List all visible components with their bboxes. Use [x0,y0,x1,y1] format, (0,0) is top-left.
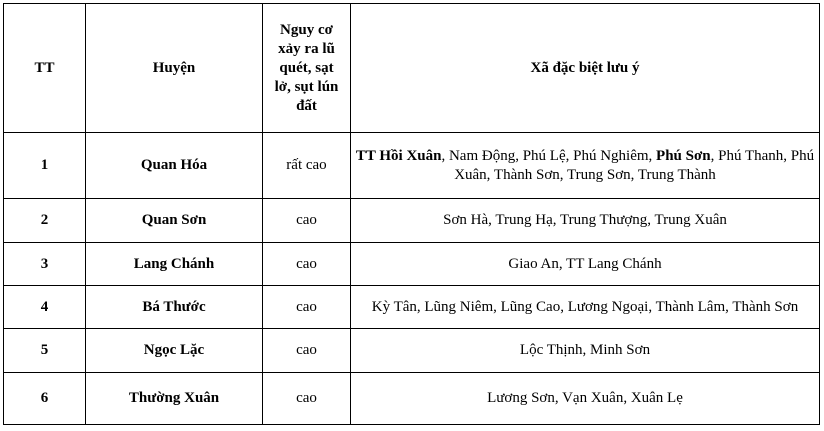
header-xa: Xã đặc biệt lưu ý [351,4,820,133]
table-header-row [4,4,820,133]
header-risk: Nguy cơ xảy ra lũ quét, sạt lở, sụt lún đất [263,4,351,133]
commune-highlight: TT Hồi Xuân [355,147,442,164]
commune-highlight: Phú Sơn [656,147,711,164]
table-row [4,243,820,286]
risk-level: cao [263,243,351,286]
row-number: 4 [4,286,86,329]
district-name: Quan Sơn [86,199,263,243]
row-number: 3 [4,243,86,286]
district-name: Quan Hóa [86,133,263,199]
risk-table [3,3,820,425]
header-tt: TT [4,4,86,133]
commune-text: , Phú Thanh, Phú Xuân, Thành Sơn, Trung Sơn, Trung Thành [454,147,815,183]
table-row [4,199,820,243]
table-row [4,133,820,199]
communes-cell: Lương Sơn, Vạn Xuân, Xuân Lẹ [351,373,820,425]
communes-cell: Sơn Hà, Trung Hạ, Trung Thượng, Trung Xuân [351,199,820,243]
risk-level: cao [263,373,351,425]
commune-text: , Nam Động, Phú Lệ, Phú Nghiêm, [441,147,657,164]
district-name: Bá Thước [86,286,263,329]
district-name: Lang Chánh [86,243,263,286]
table-row [4,286,820,329]
risk-level: cao [263,329,351,373]
row-number: 6 [4,373,86,425]
table-row [4,329,820,373]
risk-level: cao [263,199,351,243]
table-row [4,373,820,425]
risk-level: cao [263,286,351,329]
header-huyen: Huyện [86,4,263,133]
district-name: Thường Xuân [86,373,263,425]
risk-level: rất cao [263,133,351,199]
row-number: 1 [4,133,86,199]
row-number: 5 [4,329,86,373]
communes-cell: Kỳ Tân, Lũng Niêm, Lũng Cao, Lương Ngoại, Thành Lâm, Thành Sơn [351,286,820,329]
district-name: Ngọc Lặc [86,329,263,373]
communes-cell: Giao An, TT Lang Chánh [351,243,820,286]
communes-cell [351,133,820,199]
communes-cell: Lộc Thịnh, Minh Sơn [351,329,820,373]
row-number: 2 [4,199,86,243]
